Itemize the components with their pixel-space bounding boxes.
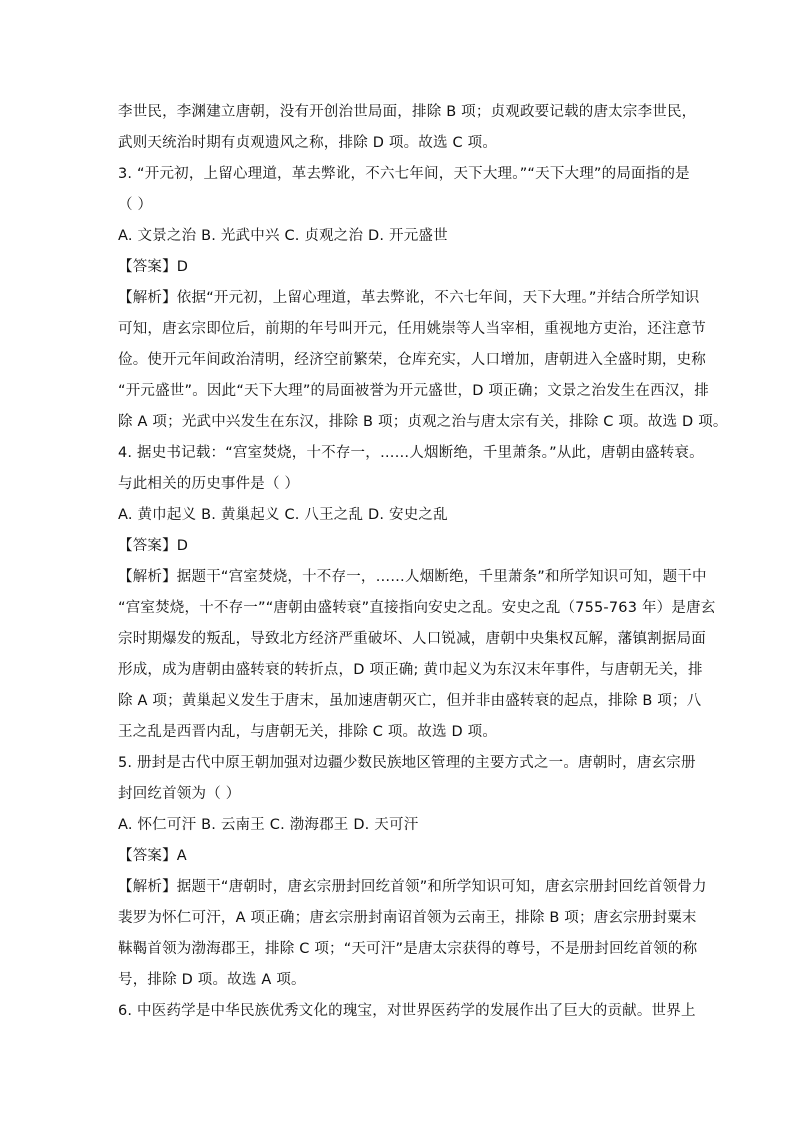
- question-5-options: A. 怀仁可汗 B. 云南王 C. 渤海郡王 D. 天可汗: [118, 817, 419, 833]
- question-3-stem: 3. “开元初，上留心理道，革去弊讹，不六七年间，天下大理。”“天下大理”的局面指的是: [118, 166, 690, 182]
- question-4-analysis: 【解析】据题干“宫室焚烧，十不存一，……人烟断绝，千里萧条”和所学知识可知，题干中: [118, 569, 707, 585]
- question-5-analysis: 【解析】据题干“唐朝时，唐玄宗册封回纥首领”和所学知识可知，唐玄宗册封回纥首领骨力: [118, 879, 707, 895]
- text-line: 除 A 项；光武中兴发生在东汉，排除 B 项；贞观之治与唐太宗有关，排除 C 项。故选 D 项。: [118, 414, 728, 430]
- question-4-answer: 【答案】D: [118, 538, 189, 554]
- text-line: 王之乱是西晋内乱，与唐朝无关，排除 C 项。故选 D 项。: [118, 724, 498, 740]
- question-5-stem: 5. 册封是古代中原王朝加强对边疆少数民族地区管理的主要方式之一。唐朝时，唐玄宗册: [118, 755, 696, 771]
- text-line: 形成，成为唐朝由盛转衰的转折点，D 项正确; 黄巾起义为东汉末年事件，与唐朝无关，排: [118, 662, 703, 678]
- text-line: 裴罗为怀仁可汗，A 项正确；唐玄宗册封南诏首领为云南王，排除 B 项；唐玄宗册封粟末: [118, 910, 697, 926]
- text-line: 封回纥首领为（ ）: [118, 786, 241, 802]
- text-line: 李世民，李渊建立唐朝，没有开创治世局面，排除 B 项；贞观政要记载的唐太宗李世民，: [118, 104, 697, 120]
- text-line: 除 A 项；黄巢起义发生于唐末，虽加速唐朝灭亡，但并非由盛转衰的起点，排除 B 项；八: [118, 693, 702, 709]
- text-line: 可知，唐玄宗即位后，前期的年号叫开元，任用姚崇等人当宰相，重视地方吏治，还注意节: [118, 321, 706, 337]
- text-line: 武则天统治时期有贞观遗风之称，排除 D 项。故选 C 项。: [118, 135, 498, 151]
- text-line: 俭。使开元年间政治清明，经济空前繁荣，仓库充实，人口增加，唐朝进入全盛时期，史称: [118, 352, 706, 368]
- question-6-stem: 6. 中医药学是中华民族优秀文化的瑰宝，对世界医药学的发展作出了巨大的贡献。世界上: [118, 1003, 696, 1019]
- text-line: 与此相关的历史事件是（ ）: [118, 476, 300, 492]
- question-5-answer: 【答案】A: [118, 848, 187, 864]
- text-line: 宗时期爆发的叛乱，导致北方经济严重破坏、人口锐减，唐朝中央集权瓦解，藩镇割据局面: [118, 631, 706, 647]
- question-4-stem: 4. 据史书记载：“宫室焚烧，十不存一，……人烟断绝，千里萧条。”从此，唐朝由盛转衰。: [118, 445, 704, 461]
- text-line: 靺鞨首领为渤海郡王，排除 C 项；“天可汗”是唐太宗获得的尊号，不是册封回纥首领的称: [118, 941, 698, 957]
- question-3-answer: 【答案】D: [118, 259, 189, 275]
- question-3-analysis: 【解析】依据“开元初，上留心理道，革去弊讹，不六七年间，天下大理。”并结合所学知识: [118, 290, 700, 306]
- question-3-blank: （ ）: [118, 197, 153, 213]
- text-line: 号，排除 D 项。故选 A 项。: [118, 972, 306, 988]
- question-3-options: A. 文景之治 B. 光武中兴 C. 贞观之治 D. 开元盛世: [118, 228, 448, 244]
- question-4-options: A. 黄巾起义 B. 黄巢起义 C. 八王之乱 D. 安史之乱: [118, 507, 448, 523]
- text-line: “宫室焚烧，十不存一”“唐朝由盛转衰”直接指向安史之乱。安史之乱（755-763 年）是唐玄: [118, 600, 716, 616]
- text-line: “开元盛世”。因此“天下大理”的局面被誉为开元盛世，D 项正确；文景之治发生在西汉，排: [118, 383, 709, 399]
